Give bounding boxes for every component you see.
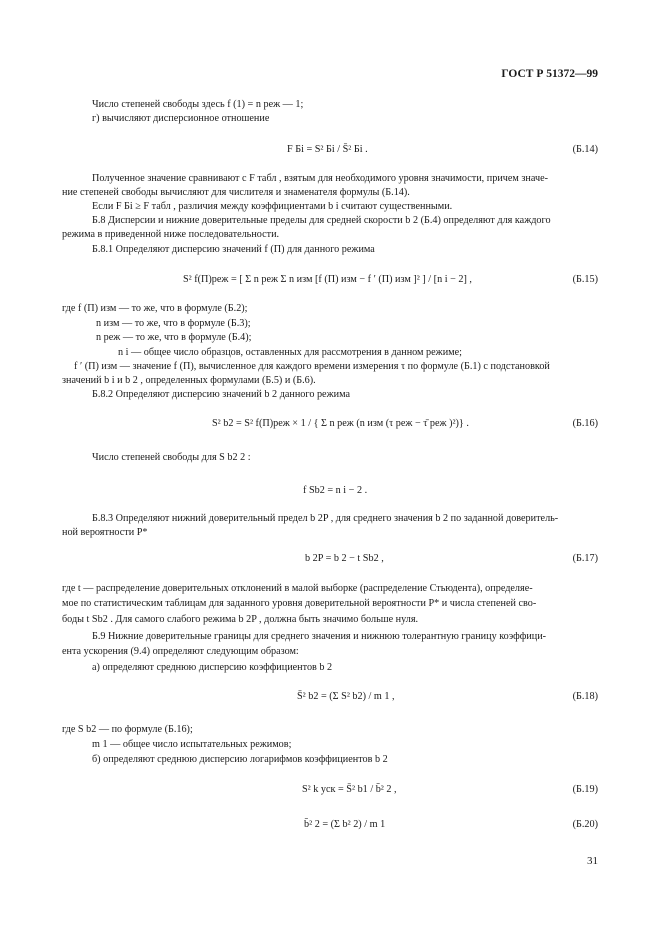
page-header: ГОСТ Р 51372—99 xyxy=(501,68,598,80)
text-line: n i — общее число образцов, оставленных для рассмотрения в данном режиме; xyxy=(118,347,462,358)
equation: S̄² b2 = (Σ S² b2) / m 1 , xyxy=(297,691,395,702)
text-line: Число степеней свободы для S b2 2 : xyxy=(92,452,251,463)
equation: f Sb2 = n i − 2 . xyxy=(303,485,368,496)
text-line: ной вероятности P* xyxy=(62,527,148,538)
text-line: Б.8.2 Определяют дисперсию значений b 2 данного режима xyxy=(92,389,350,400)
text-line: Если F Бi ≥ F табл , различия между коэффициентами b i считают существенными. xyxy=(92,201,453,212)
text-line: Б.8 Дисперсии и нижние доверительные пределы для средней скорости b 2 (Б.4) определяют для каждого xyxy=(92,215,551,226)
page-number: 31 xyxy=(587,855,598,867)
equation-number: (Б.15) xyxy=(572,274,598,285)
equation-number: (Б.20) xyxy=(572,819,598,830)
text-line: n реж — то же, что в формуле (Б.4); xyxy=(96,332,252,343)
text-line: боды t Sb2 . Для самого слабого режима b 2P , должна быть значимо больше нуля. xyxy=(62,614,419,625)
text-line: Б.8.1 Определяют дисперсию значений f (П) для данного режима xyxy=(92,244,375,255)
text-line: значений b i и b 2 , определенных формулами (Б.5) и (Б.6). xyxy=(62,375,316,386)
equation-number: (Б.16) xyxy=(572,418,598,429)
text-line: мое по статистическим таблицам для заданного уровня доверительной вероятности P* и числа степеней сво- xyxy=(62,598,537,609)
text-line: б) определяют среднюю дисперсию логарифмов коэффициентов b 2 xyxy=(92,754,388,765)
equation-number: (Б.17) xyxy=(572,553,598,564)
equation: S² b2 = S² f(П)реж × 1 / { Σ n реж (n изм (τ реж − τ̄ реж )²)} . xyxy=(212,418,469,429)
equation: S² f(П)реж = [ Σ n реж Σ n изм [f (П) изм − f ′ (П) изм ]² ] / [n i − 2] , xyxy=(183,274,472,285)
text-line: где t — распределение доверительных отклонений в малой выборке (распределение Стьюдента), определяе- xyxy=(62,583,533,594)
text-line: г) вычисляют дисперсионное отношение xyxy=(92,113,270,124)
text-line: Б.8.3 Определяют нижний доверительный предел b 2P , для среднего значения b 2 по заданной доверитель- xyxy=(92,513,559,524)
equation: S² k уск = S̄² b1 / b̄² 2 , xyxy=(302,784,397,795)
equation-number: (Б.18) xyxy=(572,691,598,702)
text-line: f ′ (П) изм — значение f (П), вычисленное для каждого времени измерения τ по формуле (Б.1) с подстановкой xyxy=(74,361,550,372)
text-line: режима в приведенной ниже последовательности. xyxy=(62,229,280,240)
text-line: где S b2 — по формуле (Б.16); xyxy=(62,724,193,735)
equation: b̄² 2 = (Σ b² 2) / m 1 xyxy=(304,819,386,830)
text-line: а) определяют среднюю дисперсию коэффициентов b 2 xyxy=(92,662,333,673)
text-line: Б.9 Нижние доверительные границы для среднего значения и нижнюю толерантную границу коэффици- xyxy=(92,631,547,642)
text-line: ние степеней свободы вычисляют для числителя и знаменателя формулы (Б.14). xyxy=(62,187,410,198)
text-line: ента ускорения (9.4) определяют следующим образом: xyxy=(62,646,299,657)
text-line: m 1 — общее число испытательных режимов; xyxy=(92,739,292,750)
equation-number: (Б.14) xyxy=(572,144,598,155)
equation: b 2P = b 2 − t Sb2 , xyxy=(305,553,384,564)
equation: F Бi = S² Бi / S̄² Бi . xyxy=(287,144,368,155)
equation-number: (Б.19) xyxy=(572,784,598,795)
text-line: Число степеней свободы здесь f (1) = n реж — 1; xyxy=(92,99,304,110)
text-line: Полученное значение сравнивают с F табл , взятым для необходимого уровня значимости, причем значе- xyxy=(92,173,549,184)
text-line: где f (П) изм — то же, что в формуле (Б.2); xyxy=(62,303,248,314)
text-line: n изм — то же, что в формуле (Б.3); xyxy=(96,318,251,329)
